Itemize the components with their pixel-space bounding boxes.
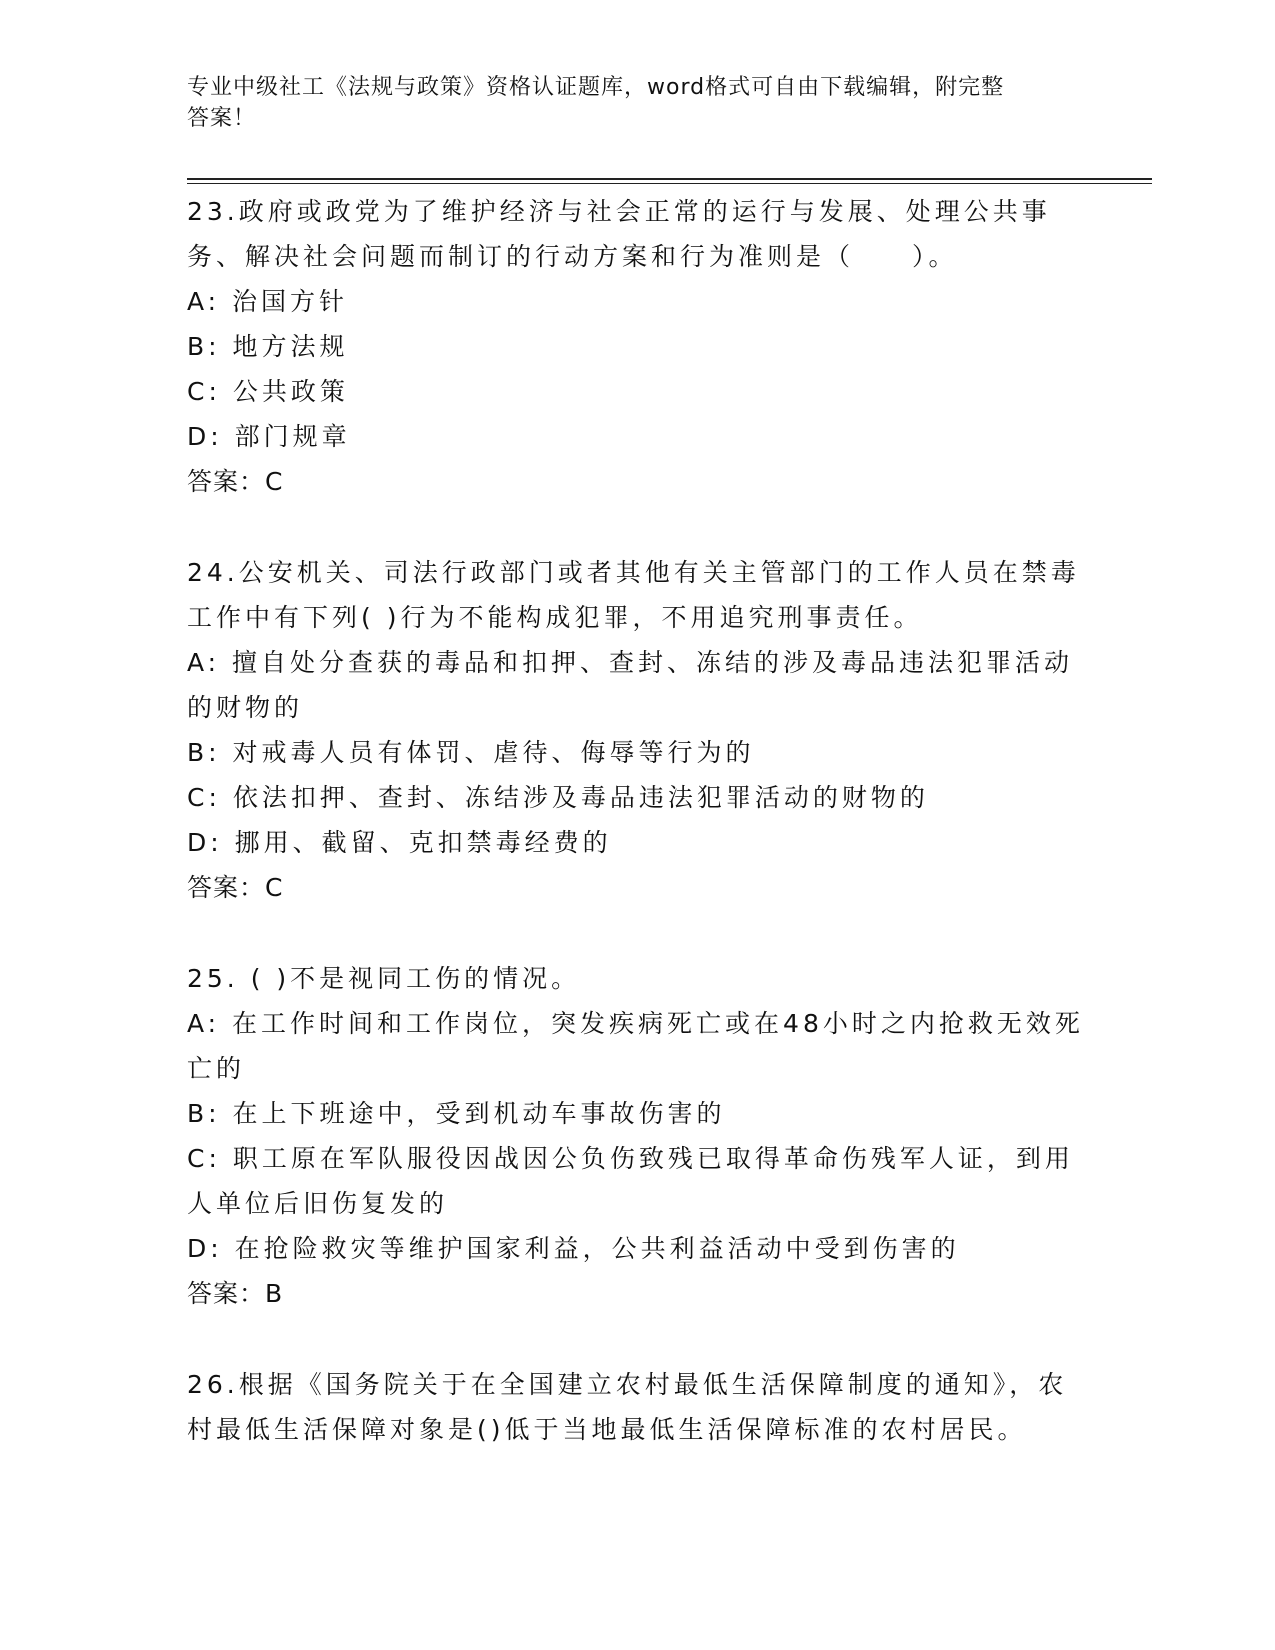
option-c: C: 依法扣押、查封、冻结涉及毒品违法犯罪活动的财物的: [187, 783, 929, 812]
question-list: [187, 189, 1087, 1498]
option-d: D: 挪用、截留、克扣禁毒经费的: [187, 828, 612, 857]
answer: 答案：B: [187, 1279, 284, 1308]
question-text: 24.公安机关、司法行政部门或者其他有关主管部门的工作人员在禁毒工作中有下列( )行为不能构成犯罪，不用追究刑事责任。: [187, 558, 1080, 632]
question-text: 23.政府或政党为了维护经济与社会正常的运行与发展、处理公共事务、解决社会问题而制订的行动方案和行为准则是（ ）。: [187, 197, 1051, 271]
answer: 答案：C: [187, 467, 284, 496]
option-c: C: 职工原在军队服役因战因公负伤致残已取得革命伤残军人证，到用人单位后旧伤复发的: [187, 1144, 1074, 1218]
option-d: D: 在抢险救灾等维护国家利益，公共利益活动中受到伤害的: [187, 1234, 960, 1263]
question-26: [187, 1362, 1087, 1452]
option-b: B: 在上下班途中，受到机动车事故伤害的: [187, 1099, 726, 1128]
header-line-2: 答案！: [187, 106, 257, 131]
option-a: A: 在工作时间和工作岗位，突发疾病死亡或在48小时之内抢救无效死亡的: [187, 1009, 1084, 1083]
option-a: A: 擅自处分查获的毒品和扣押、查封、冻结的涉及毒品违法犯罪活动的财物的: [187, 648, 1074, 722]
option-b: B: 地方法规: [187, 332, 349, 361]
answer: 答案：C: [187, 873, 284, 902]
question-text: 25. ( )不是视同工伤的情况。: [187, 964, 581, 993]
question-text: 26.根据《国务院关于在全国建立农村最低生活保障制度的通知》，农村最低生活保障对象是()低于当地最低生活保障标准的农村居民。: [187, 1370, 1068, 1444]
option-d: D: 部门规章: [187, 422, 351, 451]
option-a: A: 治国方针: [187, 287, 349, 316]
option-b: B: 对戒毒人员有体罚、虐待、侮辱等行为的: [187, 738, 755, 767]
question-25: [187, 956, 1087, 1316]
question-24: [187, 550, 1087, 910]
option-c: C: 公共政策: [187, 377, 349, 406]
header-line-1: 专业中级社工《法规与政策》资格认证题库，word格式可自由下载编辑，附完整: [187, 75, 1005, 100]
header-divider-thick: [187, 178, 1152, 180]
header-divider-thin: [187, 183, 1152, 184]
document-header: [187, 72, 1067, 134]
question-23: [187, 189, 1087, 504]
